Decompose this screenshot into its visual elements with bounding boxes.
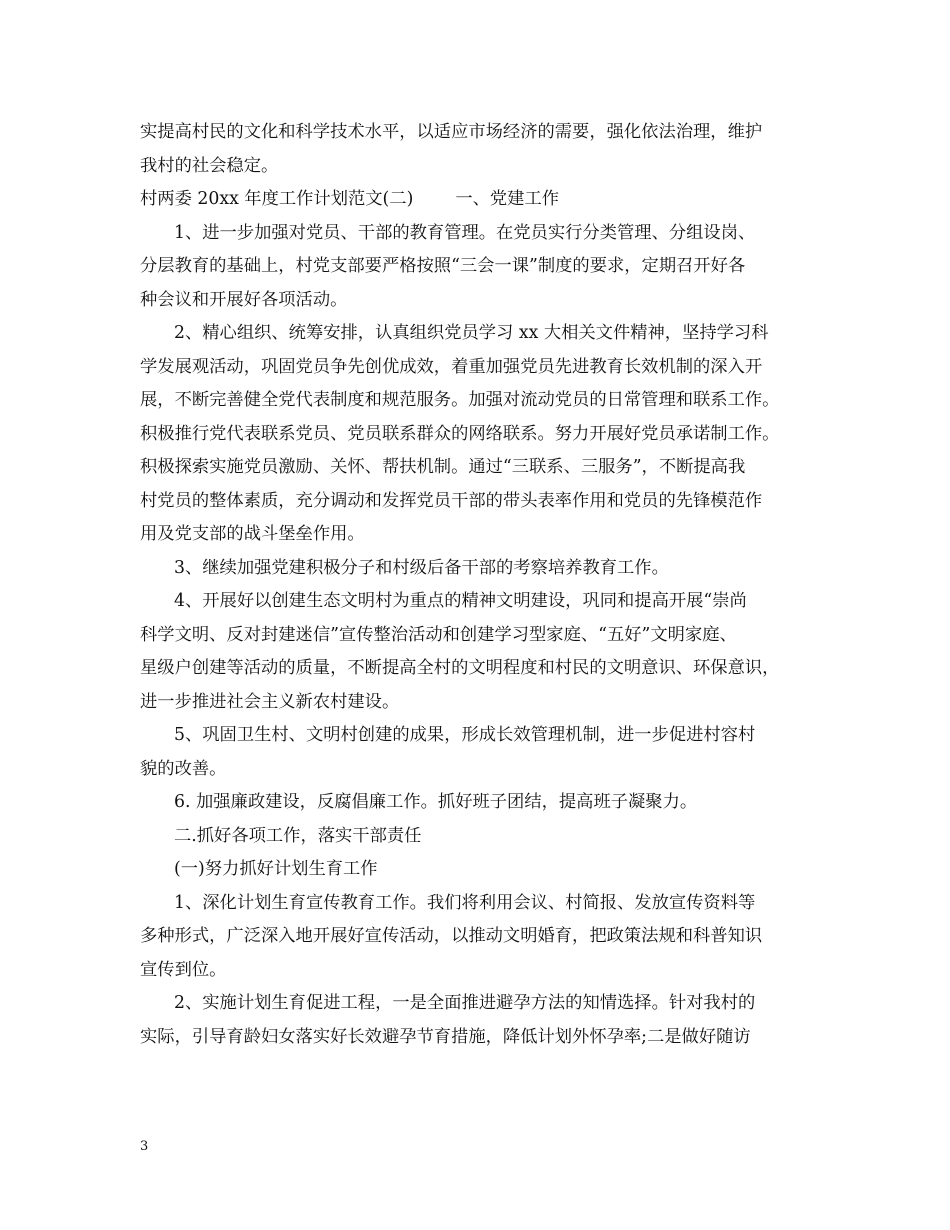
paragraph-line: (一)努力抓好计划生育工作 [174,859,378,879]
paragraph-line: 学发展观活动，巩固党员争先创优成效，着重加强党员先进教育长效机制的深入开 [140,356,763,377]
paragraph-line: 分层教育的基础上，村党支部要严格按照“三会一课”制度的要求，定期召开好各 [140,256,746,276]
section-heading [140,183,816,217]
paragraph-line: 1、深化计划生育宣传教育工作。我们将利用会议、村简报、发放宣传资料等 [174,892,756,913]
section-title: 村两委 20xx 年度工作计划范文(二) [140,189,414,209]
paragraph-line: 宣传到位。 [140,959,227,980]
paragraph-line: 4、开展好以创建生态文明村为重点的精神文明建设，巩同和提高开展“崇尚 [174,591,747,611]
paragraph-line: 种会议和开展好各项活动。 [140,289,348,310]
paragraph-line: 展，不断完善健全党代表制度和规范服务。加强对流动党员的日常管理和联系工作。 [140,390,780,410]
paragraph-line: 多种形式，广泛深入地开展好宣传活动，以推动文明婚育，把政策法规和科普知识 [140,926,763,946]
page-number: 3 [140,1139,149,1154]
paragraph-line: 实提高村民的文化和科学技术水平，以适应市场经济的需要，强化依法治理，维护 [140,122,763,142]
paragraph-line: 进一步推进社会主义新农村建设。 [140,691,400,712]
paragraph-line: 1、进一步加强对党员、干部的教育管理。在党员实行分类管理、分组设岗、 [174,222,756,243]
paragraph-line: 我村的社会稳定。 [140,155,279,176]
section-subtitle: 一、党建工作 [455,189,560,209]
document-body [140,116,816,1054]
paragraph-line: 2、精心组织、统筹安排，认真组织党员学习 xx 大相关文件精神，坚持学习科 [174,323,769,343]
paragraph-line: 貌的改善。 [140,758,227,779]
paragraph-line: 2、实施计划生育促进工程，一是全面推进避孕方法的知情选择。针对我村的 [174,993,756,1013]
paragraph-line: 5、巩固卫生村、文明村创建的成果，形成长效管理机制，进一步促进村容村 [174,725,756,745]
paragraph-line: 科学文明、反对封建迷信”宣传整治活动和创建学习型家庭、“五好”文明家庭、 [140,624,737,645]
paragraph-line: 星级户创建等活动的质量，不断提高全村的文明程度和村民的文明意识、环保意识， [140,658,780,678]
paragraph-line: 3、继续加强党建积极分子和村级后备干部的考察培养教育工作。 [174,557,669,578]
paragraph-line: 6. 加强廉政建设，反腐倡廉工作。抓好班子团结，提高班子凝聚力。 [174,792,698,812]
paragraph-line: 村党员的整体素质，充分调动和发挥党员干部的带头表率作用和党员的先锋模范作 [140,490,763,511]
paragraph-line: 用及党支部的战斗堡垒作用。 [140,524,365,544]
paragraph-line: 积极探索实施党员激励、关怀、帮扶机制。通过“三联系、三服务”，不断提高我 [140,457,746,477]
paragraph-line: 二.抓好各项工作，落实干部责任 [174,825,422,846]
paragraph-line: 积极推行党代表联系党员、党员联系群众的网络联系。努力开展好党员承诺制工作。 [140,423,780,444]
paragraph-line: 实际，引导育龄妇女落实好长效避孕节育措施，降低计划外怀孕率;二是做好随访 [140,1026,751,1047]
